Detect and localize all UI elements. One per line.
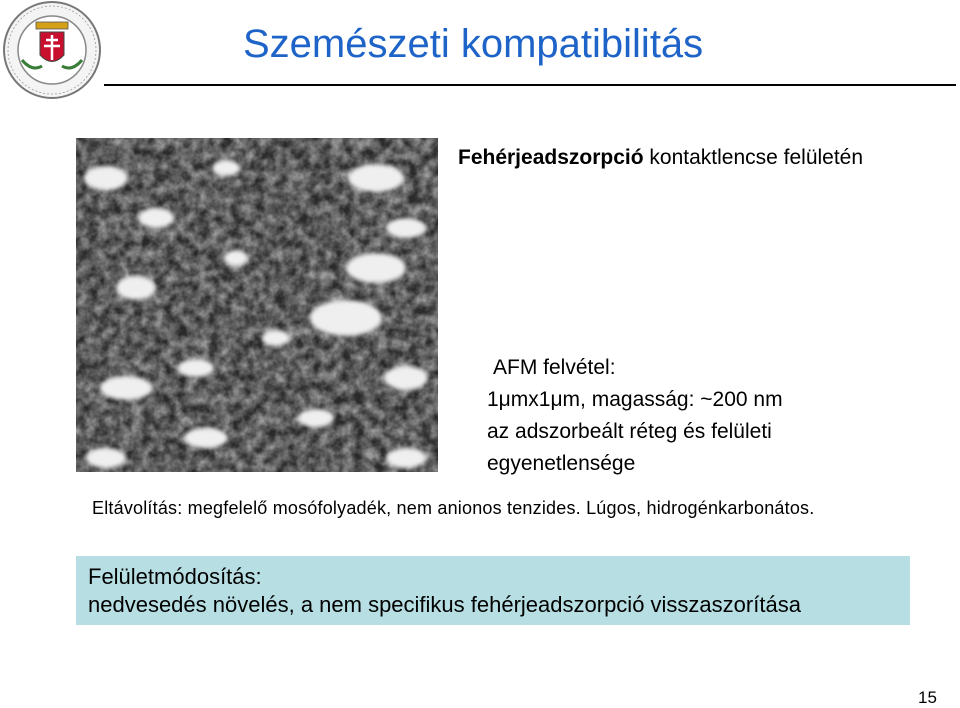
- figure-heading: [458, 146, 863, 170]
- page-number: 15: [918, 688, 937, 707]
- afm-surface-image: [76, 138, 438, 472]
- figure-heading-rest: kontaktlencse felületén: [643, 146, 864, 169]
- page-title: Szemészeti kompatibilitás: [243, 22, 704, 66]
- removal-text: Eltávolítás: megfelelő mosófolyadék, nem anionos tenzides. Lúgos, hidrogénkarbonátos.: [92, 498, 815, 518]
- figure-heading-bold: Fehérjeadszorpció: [458, 146, 644, 169]
- caption-line-1: AFM felvétel:: [493, 356, 616, 379]
- university-seal-icon: [2, 0, 102, 100]
- figure-caption: [487, 352, 783, 480]
- modification-title: Felületmódosítás:: [88, 564, 262, 589]
- caption-line-3: az adszorbeált réteg és felületi: [487, 420, 772, 443]
- modification-box: [76, 556, 910, 625]
- caption-line-2: 1μmx1μm, magasság: ~200 nm: [487, 388, 783, 411]
- title-divider: [104, 84, 956, 86]
- caption-line-4: egyenetlensége: [487, 452, 636, 475]
- modification-text: nedvesedés növelés, a nem specifikus fehérjeadszorpció visszaszorítása: [88, 592, 801, 617]
